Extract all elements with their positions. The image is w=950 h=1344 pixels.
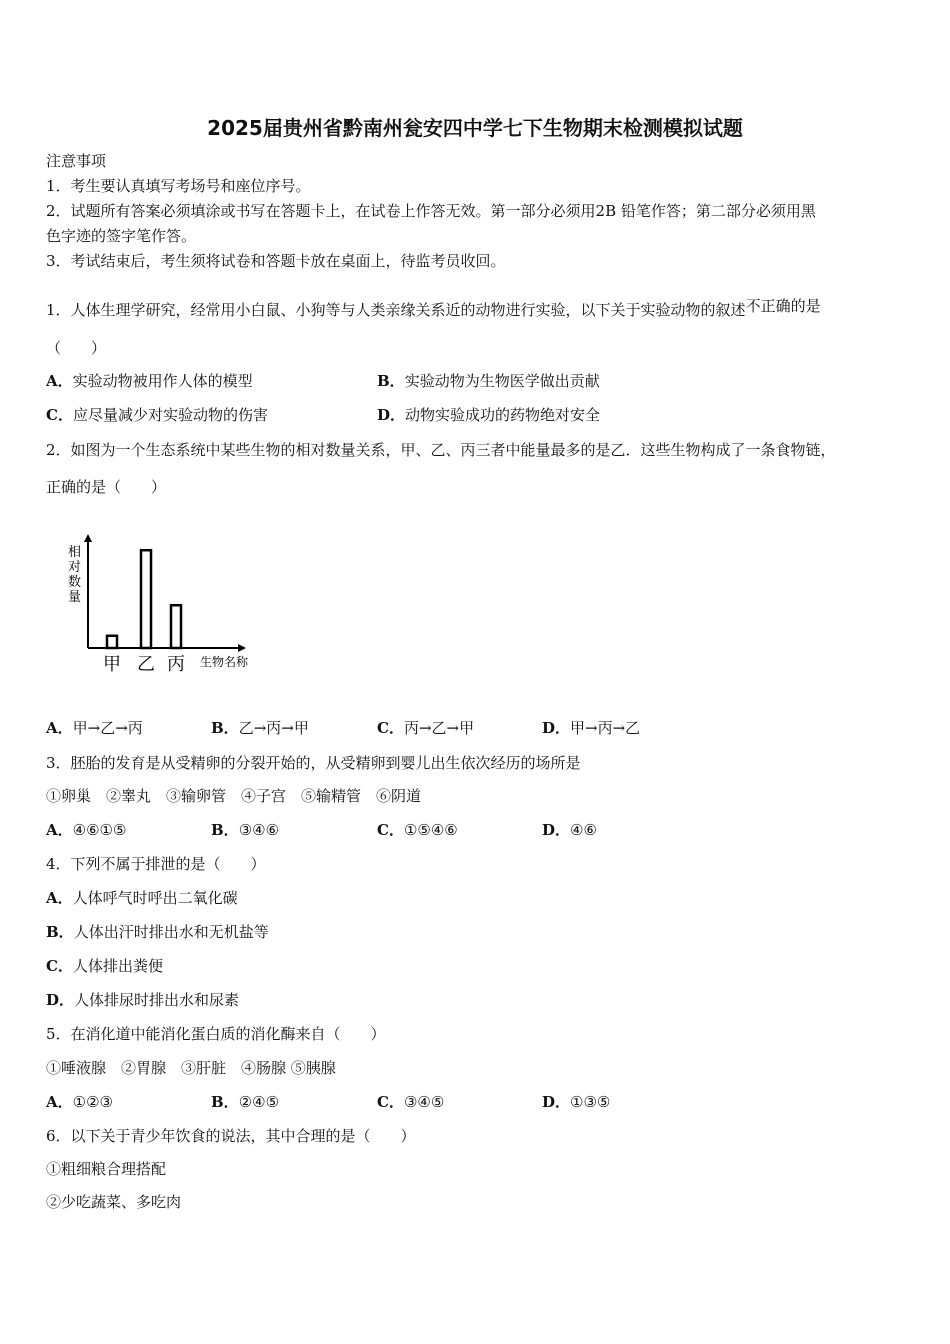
chart-bars [107, 550, 181, 648]
q2-option-d[interactable] [542, 718, 640, 738]
q1-option-b[interactable] [377, 371, 600, 391]
q1-stem-tail: 不正确的是 [745, 297, 821, 315]
q4-option-a[interactable] [46, 888, 238, 908]
page-title: 2025届贵州省黔南州瓮安四中学七下生物期末检测模拟试题 [207, 116, 743, 140]
category-label: 乙 [137, 654, 155, 675]
q5-choices: ①唾液腺 ②胃腺 ③肝脏 ④肠腺 ⑤胰腺 [46, 1059, 336, 1077]
option-letter: C． [377, 719, 404, 737]
q2-option-a[interactable] [46, 718, 143, 738]
chart-axes [84, 534, 246, 652]
notice-item: 1．考生要认真填写考场号和座位序号。 [46, 177, 311, 195]
q1-option-a[interactable] [46, 371, 253, 391]
q2-option-b[interactable] [211, 718, 309, 738]
option-letter: D． [377, 406, 406, 424]
q3-stem: 3．胚胎的发育是从受精卵的分裂开始的，从受精卵到婴儿出生依次经历的场所是 [46, 754, 581, 772]
option-letter: B． [46, 923, 74, 941]
q5-option-b[interactable] [211, 1092, 279, 1112]
q3-option-b[interactable] [211, 820, 279, 840]
q2-stem: 2．如图为一个生态系统中某些生物的相对数量关系，甲、乙、丙三者中能量最多的是乙．这些生物构成了一条食物链， [46, 441, 836, 459]
notice-item: 2．试题所有答案必须填涂或书写在答题卡上，在试卷上作答无效。第一部分必须用2B 铅笔作答；第二部分必须用黑 [46, 202, 816, 220]
option-text: 应尽量减少对实验动物的伤害 [72, 406, 268, 424]
option-letter: C． [46, 957, 73, 975]
q1-stem-text: 1．人体生理学研究，经常用小白鼠、小狗等与人类亲缘关系近的动物进行实验，以下关于实验动物的叙述 [46, 301, 746, 319]
q6-item: ①粗细粮合理搭配 [46, 1160, 167, 1178]
y-axis-arrow [84, 534, 92, 542]
option-text: 动物实验成功的药物绝对安全 [405, 406, 601, 424]
option-text: 丙→乙→甲 [403, 719, 475, 737]
option-letter: A． [46, 1093, 73, 1111]
option-letter: D． [542, 719, 571, 737]
option-text: ③④⑤ [403, 1093, 445, 1111]
option-letter: B． [377, 372, 405, 390]
q1-option-c[interactable] [46, 405, 268, 425]
x-axis-label: 生物名称 [200, 655, 249, 669]
q1-stem [46, 297, 821, 320]
option-text: ①②③ [72, 1093, 113, 1111]
option-letter: A． [46, 821, 73, 839]
option-text: ③④⑥ [238, 821, 280, 839]
x-axis-arrow [238, 644, 246, 652]
bar-1 [107, 636, 117, 648]
q2-option-c[interactable] [377, 718, 474, 738]
option-letter: A． [46, 719, 73, 737]
bar-3 [171, 605, 181, 648]
option-text: ②④⑤ [238, 1093, 280, 1111]
q5-stem: 5．在消化道中能消化蛋白质的消化酶来自（ ） [46, 1025, 386, 1043]
option-text: ④⑥ [570, 821, 597, 839]
option-text: 甲→丙→乙 [570, 719, 641, 737]
q6-stem: 6．以下关于青少年饮食的说法，其中合理的是（ ） [46, 1127, 416, 1145]
q3-option-d[interactable] [542, 820, 597, 840]
option-text: 实验动物为生物医学做出贡献 [404, 372, 600, 390]
q3-choices: ①卵巢 ②睾丸 ③输卵管 ④子宫 ⑤输精管 ⑥阴道 [46, 787, 422, 805]
option-text: 人体排尿时排出水和尿素 [74, 991, 240, 1009]
q4-option-d[interactable] [46, 990, 239, 1010]
option-letter: B． [211, 821, 239, 839]
q5-option-d[interactable] [542, 1092, 610, 1112]
option-text: 人体排出粪便 [72, 957, 163, 975]
q3-option-c[interactable] [377, 820, 458, 840]
option-text: ④⑥①⑤ [72, 821, 127, 839]
option-letter: C． [46, 406, 73, 424]
q4-option-c[interactable] [46, 956, 163, 976]
q3-option-a[interactable] [46, 820, 126, 840]
chart-labels [68, 544, 249, 675]
q4-stem: 4．下列不属于排泄的是（ ） [46, 855, 266, 873]
bar-chart [60, 530, 280, 680]
option-letter: C． [377, 821, 404, 839]
notice-item: 3．考试结束后，考生须将试卷和答题卡放在桌面上，待监考员收回。 [46, 252, 506, 270]
option-text: ①⑤④⑥ [403, 821, 458, 839]
y-axis-label: 相对数量 [68, 545, 82, 605]
option-letter: B． [211, 1093, 239, 1111]
category-label: 甲 [103, 654, 121, 675]
bar-2 [141, 550, 151, 648]
q6-item: ②少吃蔬菜、多吃肉 [46, 1193, 182, 1211]
option-text: 人体呼气时呼出二氧化碳 [72, 889, 238, 907]
option-letter: B． [211, 719, 239, 737]
option-letter: D． [542, 821, 571, 839]
q5-option-a[interactable] [46, 1092, 113, 1112]
option-letter: D． [46, 991, 75, 1009]
option-letter: C． [377, 1093, 404, 1111]
option-text: ①③⑤ [570, 1093, 611, 1111]
option-letter: A． [46, 372, 73, 390]
option-letter: D． [542, 1093, 571, 1111]
option-text: 实验动物被用作人体的模型 [72, 372, 253, 390]
q5-option-c[interactable] [377, 1092, 444, 1112]
notice-item: 色字迹的签字笔作答。 [46, 227, 197, 245]
option-letter: A． [46, 889, 73, 907]
q4-option-b[interactable] [46, 922, 269, 942]
q1-blank: （ ） [46, 339, 107, 357]
option-text: 人体出汗时排出水和无机盐等 [73, 923, 269, 941]
notice-heading: 注意事项 [46, 152, 107, 170]
q1-option-d[interactable] [377, 405, 600, 425]
option-text: 乙→丙→甲 [238, 719, 309, 737]
category-label: 丙 [167, 654, 185, 675]
q2-stem-continued: 正确的是（ ） [46, 478, 167, 496]
option-text: 甲→乙→丙 [72, 719, 143, 737]
